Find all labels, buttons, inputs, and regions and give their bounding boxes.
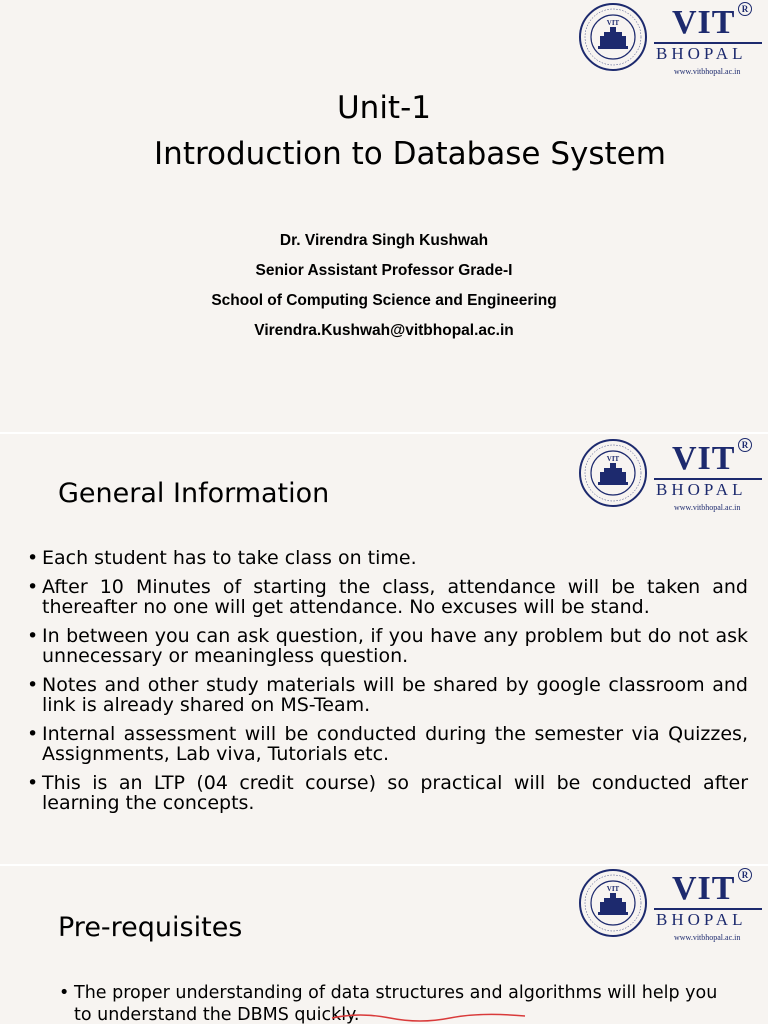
university-seal-icon — [578, 2, 648, 72]
logo-url: www.vitbhopal.ac.in — [674, 67, 741, 76]
general-information-slide — [0, 434, 768, 864]
seal-label: VIT — [606, 455, 620, 463]
list-item: • The proper understanding of data structures and algorithms will help you to understand the DBMS quickly. — [58, 982, 738, 1024]
logo-city: BHOPAL — [656, 910, 747, 929]
bullet-list — [26, 548, 748, 822]
logo-url: www.vitbhopal.ac.in — [674, 503, 741, 512]
title-slide — [0, 0, 768, 432]
prerequisites-slide — [0, 866, 768, 1024]
registered-mark-icon: R — [738, 438, 752, 452]
logo-brand: VIT — [672, 870, 736, 907]
vit-bhopal-logo — [578, 868, 766, 946]
list-item: • After 10 Minutes of starting the class, attendance will be taken and thereafter no one will get attendance. No excuses will be stand. — [26, 577, 748, 617]
author-name: Dr. Virendra Singh Kushwah — [279, 232, 489, 249]
author-designation: Senior Assistant Professor Grade-I — [255, 262, 513, 279]
seal-label: VIT — [606, 19, 620, 27]
registered-mark-icon: R — [738, 868, 752, 882]
ink-underline-mark — [330, 1012, 530, 1024]
vit-bhopal-logo — [578, 438, 766, 516]
logo-brand: VIT — [672, 440, 736, 477]
logo-url: www.vitbhopal.ac.in — [674, 933, 741, 942]
list-item: • Internal assessment will be conducted during the semester via Quizzes, Assignments, Lab viva, Tutorials etc. — [26, 724, 748, 764]
list-item: • This is an LTP (04 credit course) so practical will be conducted after learning the concepts. — [26, 773, 748, 813]
slide-heading: Pre-requisites — [58, 912, 243, 943]
list-item: • Each student has to take class on time. — [26, 548, 748, 568]
author-school: School of Computing Science and Engineering — [211, 292, 557, 309]
vit-bhopal-logo — [578, 2, 766, 80]
list-item: • In between you can ask question, if you have any problem but do not ask unnecessary or meaningless question. — [26, 626, 748, 666]
seal-label: VIT — [606, 885, 620, 893]
university-seal-icon — [578, 868, 648, 938]
logo-city: BHOPAL — [656, 44, 747, 63]
author-email: Virendra.Kushwah@vitbhopal.ac.in — [254, 322, 514, 339]
slide-title-unit: Unit-1 — [336, 90, 431, 126]
logo-city: BHOPAL — [656, 480, 747, 499]
slide-title-topic: Introduction to Database System — [154, 136, 666, 172]
logo-brand: VIT — [672, 4, 736, 41]
list-item: • Notes and other study materials will be shared by google classroom and link is already shared on MS-Team. — [26, 675, 748, 715]
slide-heading: General Information — [58, 478, 330, 509]
university-seal-icon — [578, 438, 648, 508]
registered-mark-icon: R — [738, 2, 752, 16]
